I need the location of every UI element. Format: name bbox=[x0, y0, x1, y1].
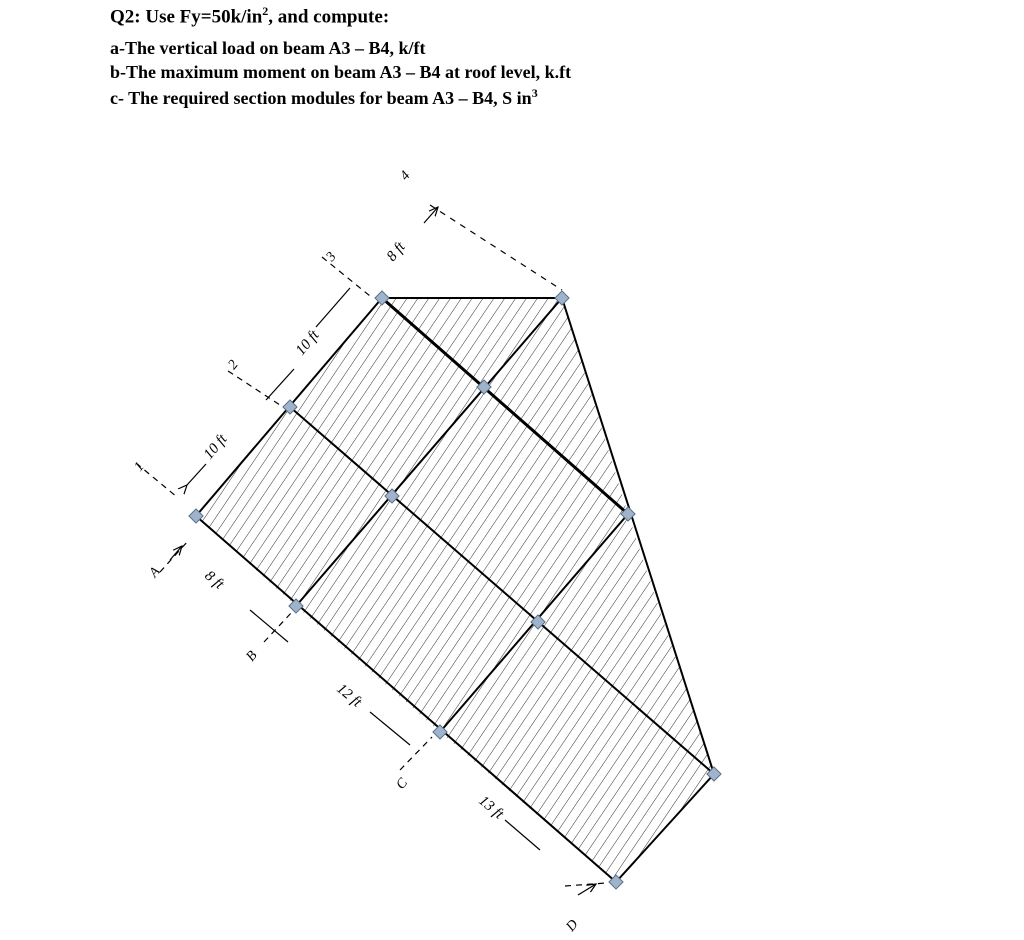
dim-3-4: 8 ft bbox=[383, 239, 409, 265]
grid-label-2: 2 bbox=[225, 357, 242, 373]
part-b: b-The maximum moment on beam A3 – B4 at roof level, k.ft bbox=[110, 62, 572, 82]
dim-B-C: 12 ft bbox=[333, 680, 365, 711]
grid-label-1: 1 bbox=[131, 459, 148, 475]
dim-2-3: 10 ft bbox=[292, 327, 323, 359]
grid-label-3: 3 bbox=[323, 249, 340, 265]
grid-label-4: 4 bbox=[397, 168, 414, 184]
dim-C-D: 13 ft bbox=[475, 792, 507, 823]
grid-label-C: C bbox=[393, 775, 412, 793]
grid-label-D: D bbox=[563, 917, 582, 935]
part-a: a-The vertical load on beam A3 – B4, k/ft bbox=[110, 38, 426, 58]
question-title: Q2: Use $Fy=50k/in^2$, and compute: bbox=[110, 4, 390, 28]
grid-label-B: B bbox=[243, 648, 261, 665]
slab-hatching bbox=[196, 298, 714, 882]
part-c: c- The required section modules for beam A3 – B4, S $in^3$ bbox=[110, 86, 538, 108]
grid-label-A: A bbox=[146, 564, 164, 581]
dim-A-B: 8 ft bbox=[201, 567, 227, 593]
dim-1-2: 10 ft bbox=[200, 431, 231, 463]
